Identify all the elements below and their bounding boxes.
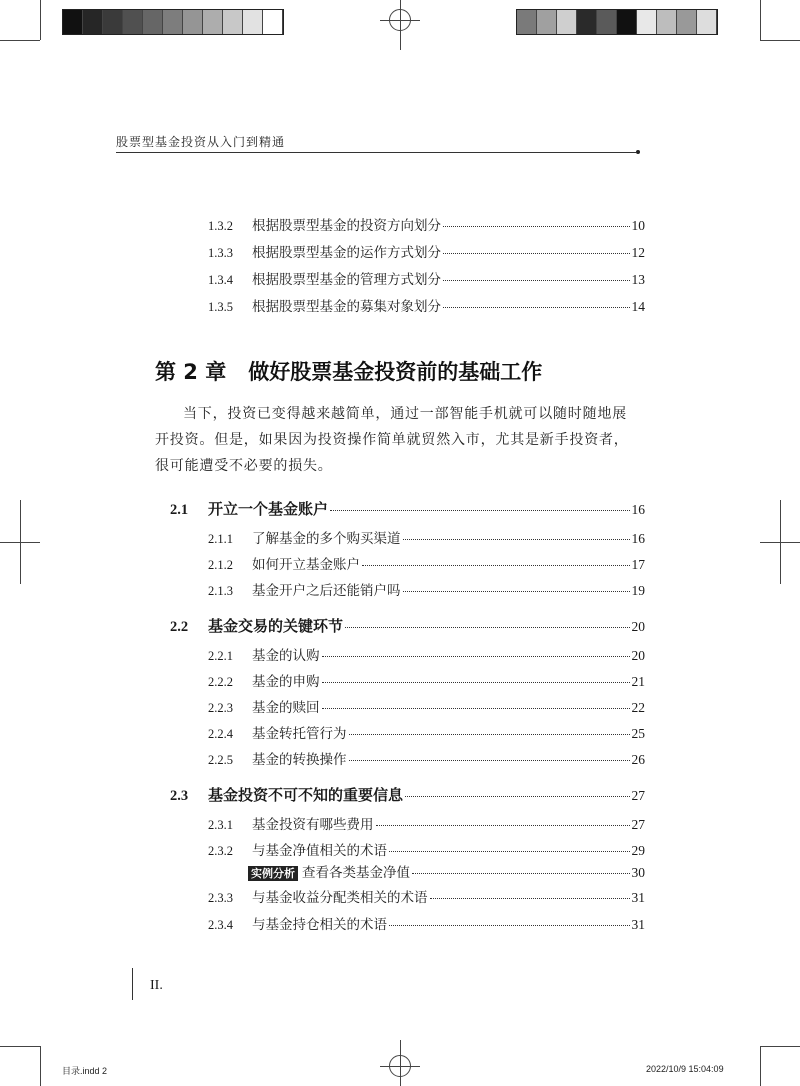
- dot-leader: [443, 226, 630, 227]
- color-swatch: [557, 10, 577, 34]
- slug-timestamp: 2022/10/9 15:04:09: [646, 1064, 724, 1074]
- toc-entry-row[interactable]: [208, 670, 645, 690]
- toc-page-number: 19: [631, 583, 645, 598]
- toc-entry-row[interactable]: [208, 696, 645, 716]
- color-swatch: [143, 10, 163, 34]
- toc-entry-row[interactable]: [208, 579, 645, 599]
- toc-page-number: 17: [631, 557, 645, 572]
- toc-number: 2.2.4: [208, 727, 233, 741]
- toc-title: 基金的赎回: [252, 700, 320, 715]
- toc-title: 开立一个基金账户: [208, 502, 329, 518]
- chapter-title: 做好股票基金投资前的基础工作: [248, 360, 543, 384]
- toc-title: 根据股票型基金的投资方向划分: [252, 218, 441, 233]
- case-study-badge: 实例分析: [248, 866, 298, 881]
- toc-number: 2.3.2: [208, 844, 233, 858]
- toc-number: 2.1: [170, 502, 189, 518]
- toc-entry-row[interactable]: [208, 295, 645, 315]
- color-swatch: [183, 10, 203, 34]
- toc-number: 2.2.3: [208, 701, 233, 715]
- color-swatch: [123, 10, 143, 34]
- color-swatch: [103, 10, 123, 34]
- toc-title: 基金的转换操作: [252, 752, 347, 767]
- toc-page-number: 27: [631, 788, 645, 803]
- color-swatch: [223, 10, 243, 34]
- toc-number: 2.3.3: [208, 891, 233, 905]
- toc-page-number: 21: [631, 674, 645, 689]
- toc-page-number: 13: [631, 272, 645, 287]
- dot-leader: [389, 851, 630, 852]
- toc-entry-row[interactable]: [208, 644, 645, 664]
- toc-number: 2.3.1: [208, 818, 233, 832]
- dot-leader: [430, 898, 630, 899]
- dot-leader: [443, 253, 630, 254]
- toc-number: 1.3.2: [208, 219, 233, 233]
- toc-entry-row[interactable]: [208, 839, 645, 859]
- toc-page-number: 31: [631, 917, 645, 932]
- toc-entry-row[interactable]: [208, 527, 645, 547]
- color-swatch: [83, 10, 103, 34]
- toc-entry-row[interactable]: [208, 214, 645, 234]
- color-swatch: [163, 10, 183, 34]
- slug-file-name: 目录.indd 2: [62, 1066, 108, 1076]
- toc-page-number: 30: [631, 865, 645, 880]
- dot-leader: [349, 760, 630, 761]
- dot-leader: [330, 510, 629, 511]
- toc-title: 了解基金的多个购买渠道: [252, 531, 401, 546]
- color-swatch: [537, 10, 557, 34]
- toc-title: 基金的申购: [252, 674, 320, 689]
- toc-number: 1.3.5: [208, 300, 233, 314]
- toc-number: 2.1.3: [208, 584, 233, 598]
- toc-number: 2.3: [170, 788, 189, 804]
- dot-leader: [349, 734, 630, 735]
- dot-leader: [376, 825, 630, 826]
- toc-number: 2.1.2: [208, 558, 233, 572]
- color-calibration-bar-right: [516, 9, 718, 35]
- toc-page-number: 25: [631, 726, 645, 741]
- dot-leader: [443, 280, 630, 281]
- toc-entry-row[interactable]: [208, 886, 645, 906]
- toc-title: 根据股票型基金的运作方式划分: [252, 245, 441, 260]
- folio-rule: [132, 968, 133, 1000]
- toc-page-number: 12: [631, 245, 645, 260]
- color-swatch: [637, 10, 657, 34]
- color-swatch: [677, 10, 697, 34]
- color-swatch: [63, 10, 83, 34]
- dot-leader: [322, 656, 630, 657]
- toc-entry-row[interactable]: [208, 722, 645, 742]
- color-swatch: [657, 10, 677, 34]
- color-swatch: [577, 10, 597, 34]
- toc-section-row[interactable]: [170, 498, 645, 519]
- toc-title: 基金开户之后还能销户吗: [252, 583, 401, 598]
- color-swatch: [243, 10, 263, 34]
- toc-page-number: 14: [631, 299, 645, 314]
- toc-page-number: 16: [631, 502, 645, 517]
- toc-entry-row[interactable]: [208, 268, 645, 288]
- toc-page-number: 31: [631, 890, 645, 905]
- toc-entry-row[interactable]: [208, 241, 645, 261]
- toc-page-number: 22: [631, 700, 645, 715]
- toc-section-row[interactable]: [170, 784, 645, 805]
- chapter-heading: [155, 356, 542, 386]
- toc-page-number: 10: [631, 218, 645, 233]
- toc-entry-row[interactable]: [208, 813, 645, 833]
- dot-leader: [389, 925, 630, 926]
- dot-leader: [412, 873, 630, 874]
- color-swatch: [597, 10, 617, 34]
- toc-title: 基金的认购: [252, 648, 320, 663]
- toc-page-number: 27: [631, 817, 645, 832]
- dot-leader: [322, 708, 630, 709]
- toc-title: 与基金收益分配类相关的术语: [252, 890, 428, 905]
- toc-number: 2.2: [170, 619, 189, 635]
- toc-title: 基金投资不可不知的重要信息: [208, 788, 404, 804]
- toc-page-number: 20: [631, 619, 645, 634]
- toc-number: 1.3.3: [208, 246, 233, 260]
- toc-title: 根据股票型基金的募集对象划分: [252, 299, 441, 314]
- toc-page-number: 20: [631, 648, 645, 663]
- toc-entry-row[interactable]: [248, 861, 645, 881]
- toc-entry-row[interactable]: [208, 913, 645, 933]
- toc-title: 与基金净值相关的术语: [252, 843, 387, 858]
- chapter-intro: 当下，投资已变得越来越简单，通过一部智能手机就可以随时随地展开投资。但是，如果因为投资操作简单就贸然入市，尤其是新手投资者，很可能遭受不必要的损失。: [155, 406, 629, 474]
- running-header: 股票型基金投资从入门到精通: [116, 135, 286, 149]
- toc-title: 基金转托管行为: [252, 726, 347, 741]
- toc-section-row[interactable]: [170, 615, 645, 636]
- header-rule-dot: [636, 150, 640, 154]
- toc-title: 基金交易的关键环节: [208, 619, 344, 635]
- dot-leader: [405, 796, 629, 797]
- dot-leader: [403, 591, 630, 592]
- toc-number: 2.2.2: [208, 675, 233, 689]
- toc-title: 查看各类基金净值: [302, 865, 410, 880]
- toc-title: 如何开立基金账户: [252, 557, 360, 572]
- toc-entry-row[interactable]: [208, 553, 645, 573]
- header-rule: [116, 152, 636, 153]
- page-number: II.: [150, 978, 163, 993]
- dot-leader: [345, 627, 629, 628]
- toc-title: 基金投资有哪些费用: [252, 817, 374, 832]
- color-swatch: [617, 10, 637, 34]
- toc-title: 与基金持仓相关的术语: [252, 917, 387, 932]
- dot-leader: [443, 307, 630, 308]
- toc-entry-row[interactable]: [208, 748, 645, 768]
- color-swatch: [203, 10, 223, 34]
- toc-page-number: 16: [631, 531, 645, 546]
- dot-leader: [362, 565, 630, 566]
- color-swatch: [697, 10, 717, 34]
- toc-number: 2.2.1: [208, 649, 233, 663]
- dot-leader: [403, 539, 630, 540]
- toc-page-number: 26: [631, 752, 645, 767]
- chapter-label: 第 2 章: [155, 360, 227, 384]
- color-swatch: [517, 10, 537, 34]
- toc-page-number: 29: [631, 843, 645, 858]
- dot-leader: [322, 682, 630, 683]
- color-swatch: [263, 10, 283, 34]
- toc-title: 根据股票型基金的管理方式划分: [252, 272, 441, 287]
- toc-number: 2.2.5: [208, 753, 233, 767]
- toc-number: 1.3.4: [208, 273, 233, 287]
- color-calibration-bar-left: [62, 9, 284, 35]
- toc-number: 2.1.1: [208, 532, 233, 546]
- toc-number: 2.3.4: [208, 918, 233, 932]
